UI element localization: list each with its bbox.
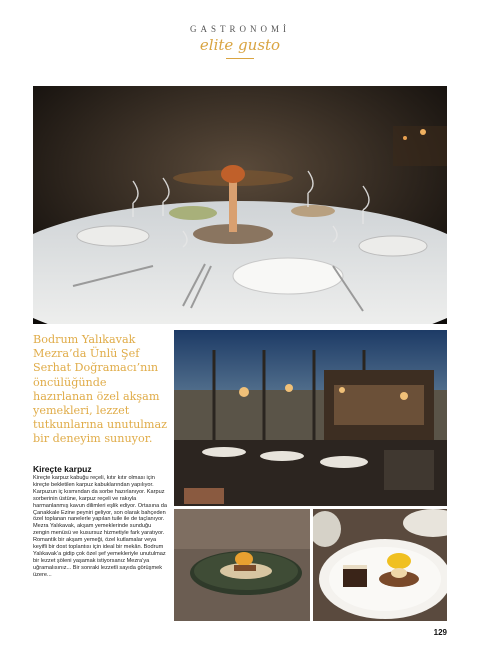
article-title: Kireçte karpuz — [33, 464, 92, 474]
restaurant-interior-photo — [174, 330, 447, 506]
section-script-title: elite gusto — [199, 36, 281, 54]
page-number: 129 — [433, 628, 447, 637]
section-title: GASTRONOMİ — [189, 24, 290, 34]
dish-photo-2 — [313, 509, 447, 621]
dish-photo-1 — [174, 509, 310, 621]
pull-quote: Bodrum Yalıkavak Mezra’da Ünlü Şef Serhat Doğramacı’nın öncülüğünde hazırlanan özel akşam yemekleri, lezzet tutkunlarına unutulmaz bir deneyim sunuyor. — [33, 333, 168, 446]
article-body: Kireçte karpuz kabuğu reçeli, kıtır kıtır olması için kireçte bekletilen karpuz kabuklarından yapılıyor. Karpuzun iç kısmından da sorbe hazırlanıyor. Karpuz sorberinin üstüne, karpuz reçeli ve rakıyla harmanlanmış kavun dilimleri eşlik ediyor. Ortasına da Çanakkale Ezine peyniri geliyor, son olarak bahçeden özel toplanan nanelerle yapılan tuile ile de taçlanıyor. Mezra Yalıkavak, akşam yemeklerinde sunduğu zengin menüsü ve kusursuz hizmetiyle fark yaratıyor. Romantik bir akşam yemeği, özel kutlamalar veya keyifli bir dost toplantısı için ideal bir mekân. Bodrum Yalıkavak’a gidip çok özel şef yemekleriyle unutulmaz bir lezzet şöleni yaşamak istiyorsanız Mezra’ya uğramalısınız... Bir sonraki lezzetli sayıda görüşmek üzere... — [33, 475, 167, 578]
table-setting-photo — [33, 86, 447, 324]
header-divider — [226, 58, 254, 59]
